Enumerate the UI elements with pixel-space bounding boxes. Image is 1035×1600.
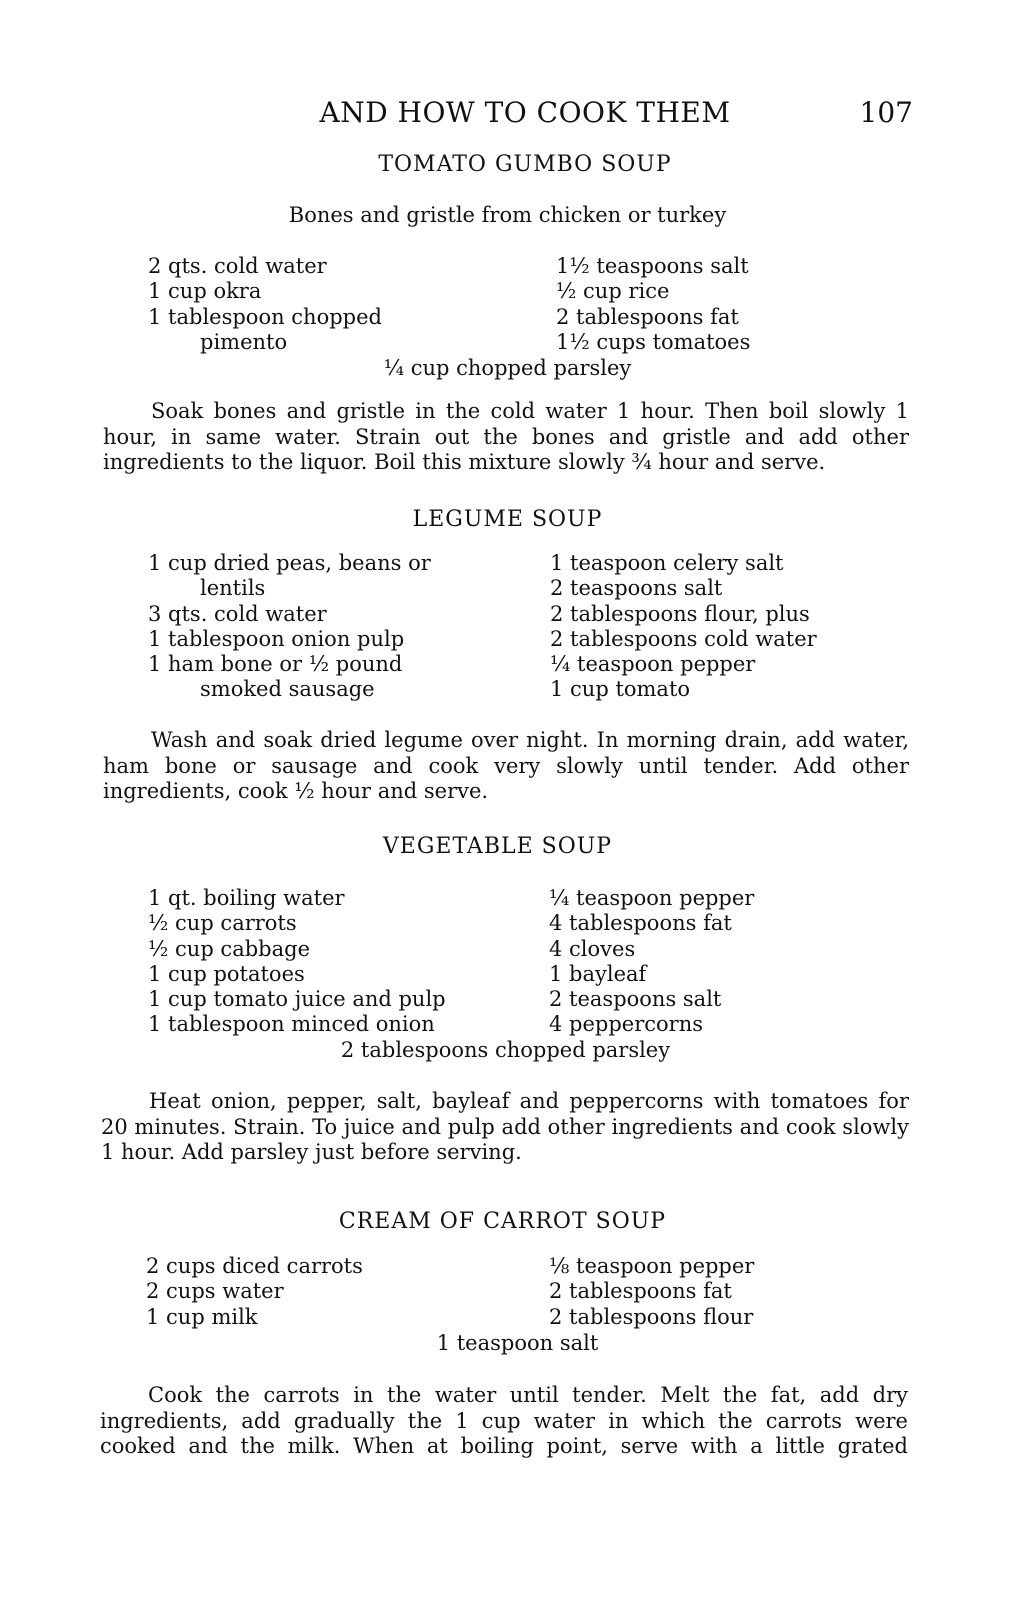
ingredient-item: 1 cup tomato [550,677,691,702]
ingredient-item: lentils [200,576,266,601]
ingredient-item: ½ cup carrots [148,911,297,936]
ingredient-item: 1 qt. boiling water [148,886,345,910]
ingredient-item: 1 cup milk [146,1304,258,1329]
ingredient-item: 2 tablespoons flour, plus [550,601,810,626]
method-legume: Wash and soak dried legume over night. In morning drain, add water, ham bone or sausage and cook very slowly until tender. Add other ingredients, cook ½ hour and serve. [103,728,909,803]
ingredient-item: 4 cloves [549,936,636,961]
ingredient-item: ¼ teaspoon pepper [550,652,756,677]
ingredient-item: 3 qts. cold water [148,601,327,626]
ingredient-item: 2 tablespoons fat [556,304,739,329]
ingredient-item: 2 teaspoons salt [549,987,722,1012]
ingredient-item: 1 tablespoon onion pulp [148,626,405,651]
ingredient-item: 2 tablespoons cold water [550,626,817,651]
ingredients-left-vegetable [148,886,446,1038]
ingredient-item: 1 cup tomato juice and pulp [148,987,446,1012]
ingredient-item: smoked sausage [200,677,375,702]
ingredient-item: 4 tablespoons fat [549,911,732,936]
ingredient-item: 1½ teaspoons salt [556,254,749,278]
ingredients-left-cream-of-carrot [146,1254,363,1330]
recipe-title-legume: LEGUME SOUP [412,507,603,532]
ingredient-item: ½ cup cabbage [148,936,310,961]
ingredients-right-legume [550,551,817,703]
running-header [0,96,1035,132]
recipe-title-cream-of-carrot: CREAM OF CARROT SOUP [338,1209,667,1234]
ingredient-item: ¼ teaspoon pepper [549,886,755,910]
ingredient-item: ⅛ teaspoon pepper [549,1254,755,1278]
ingredient-item: 2 cups diced carrots [146,1254,363,1278]
ingredient-item: 1½ cups tomatoes [556,329,751,354]
ingredients-right-cream-of-carrot [549,1254,754,1330]
method-cream-of-carrot: Cook the carrots in the water until tender. Melt the fat, add dry ingredients, add gradually the 1 cup water in which the carrots were cooked and the milk. When at boiling point, serve with a little grated [100,1383,908,1458]
method-tomato-gumbo: Soak bones and gristle in the cold water 1 hour. Then boil slowly 1 hour, in same water. Strain out the bones and gristle and add other ingredients to the liquor. Boil this mixture slowly ¾ hour and serve. [103,399,909,474]
ingredient-item: 1 tablespoon chopped [148,304,382,329]
ingredient-item: 1 bayleaf [549,961,647,986]
method-vegetable: Heat onion, pepper, salt, bayleaf and peppercorns with tomatoes for 20 minutes. Strain. To juice and pulp add other ingredients and cook slowly 1 hour. Add parsley just before serving. [101,1089,909,1164]
ingredient-item: 2 cups water [146,1279,284,1304]
recipe-subtitle-tomato-gumbo: Bones and gristle from chicken or turkey [288,203,727,227]
ingredient-item: ½ cup rice [556,279,670,304]
ingredient-item: 4 peppercorns [549,1012,704,1037]
recipe-title-vegetable: VEGETABLE SOUP [382,834,613,859]
ingredient-item: 2 qts. cold water [148,254,327,278]
ingredients-left-legume [148,551,431,703]
running-title: AND HOW TO COOK THEM [319,96,731,129]
recipe-title-tomato-gumbo: TOMATO GUMBO SOUP [378,152,672,177]
ingredients-right-vegetable [549,886,754,1038]
ingredient-item: 2 tablespoons flour [549,1304,754,1329]
ingredient-footer-tomato-gumbo: ¼ cup chopped parsley [383,356,632,380]
ingredient-item: 2 tablespoons fat [549,1279,732,1304]
page-number: 107 [859,96,913,129]
ingredient-item: 1 cup okra [148,279,262,304]
ingredient-item: 1 cup potatoes [148,961,305,986]
ingredient-footer-cream-of-carrot: 1 teaspoon salt [436,1331,599,1355]
ingredient-item: 1 ham bone or ½ pound [148,652,403,677]
ingredient-item: 1 teaspoon celery salt [550,551,784,575]
ingredient-item: 2 teaspoons salt [550,576,723,601]
ingredient-item: 1 tablespoon minced onion [148,1012,435,1037]
ingredients-right-tomato-gumbo [556,254,750,355]
ingredient-item: pimento [200,329,288,354]
ingredient-footer-vegetable: 2 tablespoons chopped parsley [340,1038,671,1062]
ingredients-left-tomato-gumbo [148,254,382,355]
ingredient-item: 1 cup dried peas, beans or [148,551,431,575]
